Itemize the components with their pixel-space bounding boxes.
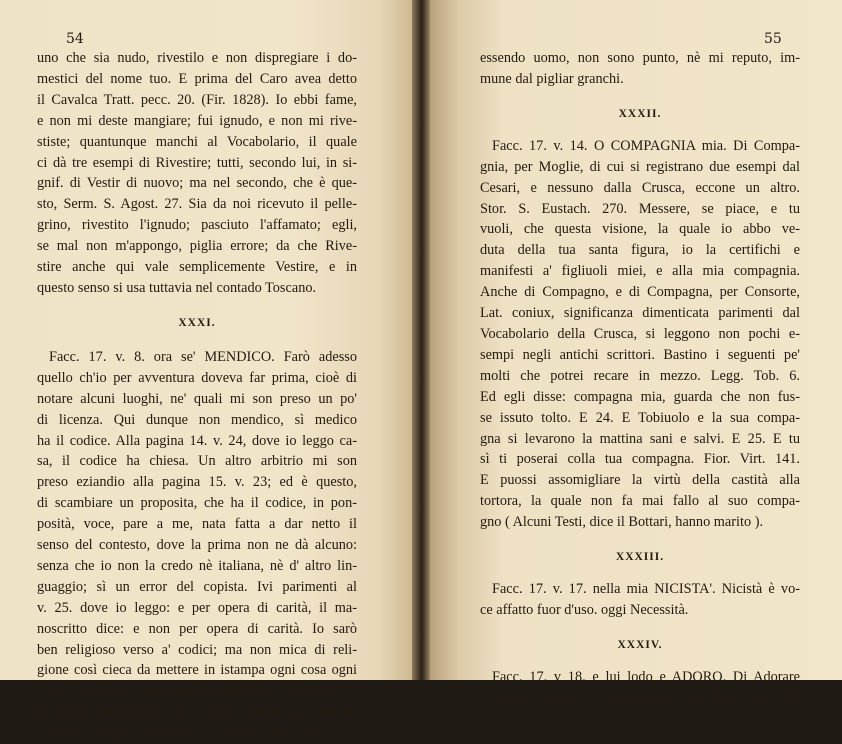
section-heading: XXXII. <box>618 107 662 120</box>
text-line: ce affatto fuor d'uso. oggi Necessità. <box>480 601 689 618</box>
text-line: Facc. 17. v. 17. nella mia NICISTA'. Nicistà è vo- <box>492 581 800 598</box>
text-line: essendo uomo, non sono punto, nè mi reputo, im- <box>480 50 800 66</box>
text-line: senso del contesto, dove la prima non ne dà alcuno: <box>37 537 357 554</box>
text-line: sempi negli antichi scrittori. Bastino i seguenti pe' <box>480 346 800 363</box>
text-line: Ed egli disse: compagna mia, guarda che non fus- <box>480 388 800 405</box>
text-line: ha il codice. Alla pagina 14. v. 24, dove io leggo ca- <box>37 432 357 449</box>
text-line: stiste; quantunque manchi al Vocabolario, il quale <box>37 133 357 150</box>
right-page <box>430 0 842 706</box>
text-line: gnia, per Moglie, di cui si registrano due esempi dal <box>480 158 800 175</box>
text-line: noscritto dice: e non per opera di carità. Io sarò <box>37 620 357 637</box>
section-heading: XXXI. <box>178 316 216 329</box>
text-line: preso eziandio alla pagina 15. v. 23; ed è questo, <box>37 474 357 491</box>
text-line: renderò sempre avvisato il lettore, che anch' io, <box>37 725 357 742</box>
text-line: Vocabolario della Crusca, si leggono non pochi e- <box>480 325 800 342</box>
text-line: Lat. coniux, significanza dimenticata parimenti dal <box>480 305 800 322</box>
text-line: mune dal pigliar granchi. <box>480 70 624 87</box>
text-line: e non mi deste mangiare; fui ignudo, e non mi rive- <box>37 112 357 129</box>
text-line: uno che sia nudo, rivestilo e non dispregiare i do- <box>37 50 357 66</box>
text-line: in questo senso, il Vocabolario non allega del 300 <box>480 689 800 706</box>
page-text <box>480 48 800 709</box>
text-line: questo senso si usa tuttavia nel contado Toscano. <box>37 279 317 296</box>
text-line: vuoli, che questa visione, la quale io abbo ve- <box>480 221 800 238</box>
page-number: 54 <box>66 31 84 47</box>
text-line: Facc. 17. v. 8. ora se' MENDICO. Farò adesso <box>49 348 357 365</box>
text-line: ben religioso verso a' codici; ma non mica di reli- <box>37 641 357 658</box>
text-line: v. 25. dove io leggo: e per opera di carità, il ma- <box>37 599 357 616</box>
text-line: senza che io non la credo nè italiana, nè d' altro lin- <box>37 557 357 574</box>
text-line: gno ( Alcuni Testi, dice il Bottari, hanno marito ). <box>480 514 764 531</box>
text-line: le pretté sbadataggini de' copisti. queste no. Ben ne <box>37 704 357 721</box>
text-line: stire anche qui vale semplicemente Vestire, e in <box>37 259 357 276</box>
section-heading: XXXIII. <box>615 551 665 564</box>
text-line: posità, voce, pare a me, nata fatta a dar netto il <box>37 516 357 533</box>
text-line: se mal non m'appongo, piglia errore; da che Rive- <box>37 238 357 255</box>
text-line: gione così cieca da mettere in istampa ogni cosa ogni <box>37 662 357 679</box>
section-heading: XXXIV. <box>617 638 663 651</box>
text-line: grino, rivestito l'ignudo; pasciuto l'affamato; egli, <box>37 217 357 234</box>
text-line: Facc. 17. v. 14. O COMPAGNIA mia. Di Compa- <box>492 137 800 154</box>
text-line: notare alcuni luoghi, ne' quali mi son preso un po' <box>37 390 357 407</box>
text-line: sì ti poserai colla tua compagna. Fior. Virt. 141. <box>480 451 800 468</box>
book-gutter <box>412 0 430 680</box>
text-line: guaggio; sì un error del copista. Ivi parimenti al <box>37 578 357 595</box>
text-line: gna si levarono la mattina sani e salvi. E 25. E tu <box>480 430 800 447</box>
text-line: Facc. 17. v 18. e lui lodo e ADORO. Di Adorare <box>492 668 800 685</box>
text-line: mestici del nome tuo. E prima del Caro avea detto <box>37 70 357 87</box>
text-line: E puossi assomigliare la virtù della castità alla <box>480 472 800 489</box>
text-line: manifesti a' figliuoli miei, e alla mia compagnia. <box>480 263 800 280</box>
text-line: Cesari, e nessuno dalla Crusca, eccone un altro. <box>480 179 800 196</box>
text-line: duta della tua santa figura, io la certifichi e <box>480 242 800 259</box>
text-line: Stor. S. Eustach. 270. Messere, se piace, e tu <box>480 200 800 217</box>
text-line: molti che potrei recare in mezzo. Legg. Tob. 6. <box>480 367 800 384</box>
text-line: ci dà tre esempi di Rivestire; tutti, secondo lui, in si- <box>37 154 357 171</box>
text-line: gnif. di Vestir di nuovo; ma nel secondo, che è que- <box>37 175 357 192</box>
text-line: cosa, che in essi rinvengo; eziandio gli strafalcioni e <box>37 683 357 700</box>
text-line: tortora, la quale non fa mai fallo al suo compa- <box>480 493 800 510</box>
text-line: sto, Serm. S. Agost. 27. Sia da noi ricevuto il pelle- <box>37 196 357 213</box>
page-text <box>37 48 357 744</box>
text-line: di scambiare un proposita, che ha il codice, in pon- <box>37 495 357 512</box>
text-line: quello ch'io per avventura doveva far prima, cioè di <box>37 369 357 386</box>
text-line: di licenza. Qui dunque non mendico, sì medico <box>37 411 357 428</box>
left-page <box>0 0 412 742</box>
text-line: se issuto tolto. E 24. E Tobiuolo e la sua compa- <box>480 409 800 426</box>
text-line: Anche di Compagno, e di Compagna, per Consorte, <box>480 284 800 301</box>
page-number: 55 <box>764 31 782 47</box>
text-line: sa, il codice ha chiesa. Un altro arbitrio mi son <box>37 453 357 470</box>
text-line: il Cavalca Tratt. pecc. 20. (Fir. 1828). Io ebbi fame, <box>37 91 357 108</box>
